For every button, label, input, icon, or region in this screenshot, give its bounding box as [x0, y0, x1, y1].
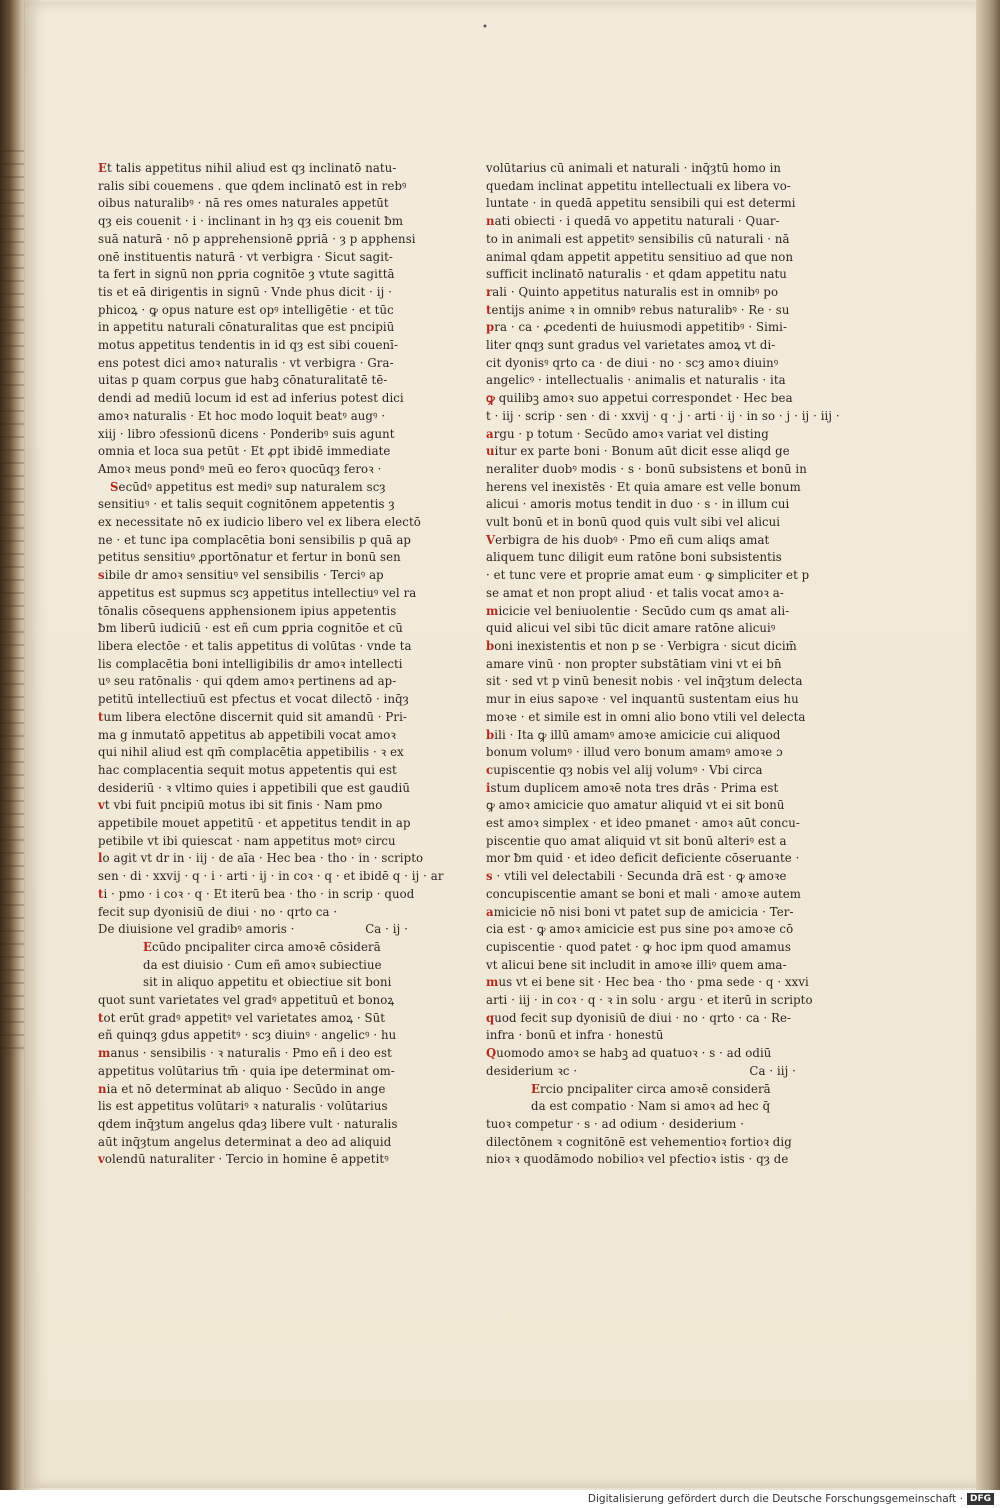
text-line: lis complacētia boni intelligibilis dr amoꝛ intellecti — [98, 656, 403, 671]
text-line: ex necessitate nō ex iudicio libero vel ex libera electō — [98, 515, 421, 530]
text-line: dendi ad mediū locum id est ad inferius potest dici — [98, 391, 404, 406]
rubricated-initial: t — [98, 1010, 104, 1025]
text-line: qui nihil aliud est qm̄ complacētia appetibilis · ꝛ ex — [98, 745, 404, 760]
rubricated-initial: c — [486, 762, 494, 777]
text-line: quid alicui vel sibi tūc dicit amare ratōne alicuiꝰ — [486, 621, 776, 636]
text-line: appetitus est supmus scȝ appetitus intellectiuꝰ vel ra — [98, 585, 417, 600]
text-line: volendū naturaliter · Tercio in homine ē appetitꝰ — [98, 1152, 389, 1167]
text-line: tuoꝛ competur · s · ad odium · desiderium · — [486, 1116, 745, 1131]
rubricated-initial: Q — [486, 1046, 497, 1061]
text-line: sibile dr amoꝛ sensitiuꝰ vel sensibilis · Terciꝰ ap — [98, 568, 384, 583]
footer-credit: Digitalisierung gefördert durch die Deutsche Forschungsgemeinschaft · — [587, 1493, 963, 1505]
text-line: nia et nō determinat ab aliquo · Secūdo in ange — [98, 1081, 386, 1096]
text-line: sufficit inclinatō naturalis · et qdam appetitu natu — [486, 267, 787, 282]
text-line: dilectōnem ꝛ cognitōnē est vehementioꝛ fortioꝛ dig — [486, 1134, 792, 1149]
text-line: s · vtili vel delectabili · Secunda drā est · ꝙ amoꝛe — [486, 869, 787, 884]
rubricated-initial: l — [98, 851, 103, 866]
text-line: tentijs anime ꝛ in omnibꝰ rebus naturalibꝰ · Re · su — [486, 302, 790, 317]
text-line: argu · p totum · Secūdo amoꝛ variat vel disting — [486, 426, 769, 441]
rubricated-initial: t — [98, 709, 104, 724]
page-top-mark: • — [482, 22, 488, 33]
text-line: cia est · ꝙ amoꝛ amicicie est pus sine poꝛ amoꝛe cō — [486, 922, 794, 937]
rubricated-initial: E — [98, 161, 108, 175]
rubricated-initial: a — [486, 904, 494, 919]
text-line: uitur ex parte boni · Bonum aūt dicit esse aliqd ge — [486, 444, 790, 459]
text-line: suā naturā · nō p apprehensionē ꝑpriā · ȝ p apphensi — [98, 231, 416, 246]
text-line: da est diuisio · Cum eñ amoꝛ subiectiue — [143, 957, 382, 972]
text-line: sit · sed vt p vinū benesit nobis · vel inq̄ȝtum delecta — [486, 674, 803, 689]
text-line: uꝰ seu ratōnalis · qui qdem amoꝛ pertinens ad ap- — [98, 674, 397, 689]
text-line: istum duplicem amoꝛē nota tres drās · Prima est — [486, 780, 779, 795]
digitization-footer — [0, 1490, 1000, 1508]
text-line: cupiscentie · quod patet · ꝙ hoc ipm quod amamus — [486, 939, 791, 954]
chapter-number: Ca · ij · — [365, 922, 408, 937]
text-line: tōnalis cōsequens apphensionem ipius appetentis — [98, 603, 397, 618]
rubricated-initial: m — [98, 1046, 111, 1061]
text-line: micicie vel beniuolentie · Secūdo cum qs amat ali- — [486, 603, 790, 618]
rubricated-initial: i — [486, 780, 491, 795]
rubricated-initial: t — [98, 886, 104, 901]
text-line: neraliter duobꝰ modis · s · bonū subsistens et bonū in — [486, 461, 807, 476]
text-line: ti · pmo · i coꝛ · q · Et iterū bea · tho · in scrip · quod — [98, 886, 415, 901]
text-line: amoꝛ naturalis · Et hoc modo loquit beatꝰ augꝰ · — [98, 408, 386, 423]
rubricated-initial: b — [486, 638, 495, 653]
text-line: cit dyonisꝰ qrto ca · de diui · no · scȝ amoꝛ diuinꝰ — [486, 355, 779, 370]
text-line: qȝ eis couenit · i · inclinant in hȝ qȝ eis couenit ƀm — [98, 214, 404, 229]
text-line: lis est appetitus volūtariꝰ ꝛ naturalis · volūtarius — [98, 1099, 388, 1114]
text-line: arti · iij · in coꝛ · q · ꝛ in solu · argu · et iterū in scripto — [486, 993, 813, 1008]
rubricated-initial: t — [486, 302, 492, 317]
text-line: omnia et loca sua petūt · Et ꝓpt ibidē immediate — [98, 444, 391, 459]
rubricated-initial: n — [98, 1081, 107, 1096]
text-line: fecit sup dyonisiū de diui · no · qrto ca · — [98, 904, 338, 919]
text-line: ƀm liberū iudiciū · est eñ cum ꝑpria cognitōe et cū — [98, 621, 403, 636]
rubricated-initial: E — [531, 1081, 541, 1096]
text-line: aūt inq̄ȝtum angelus determinat a deo ad aliquid — [98, 1134, 392, 1149]
text-line: piscentie quo amat aliquid vt sit bonū alteriꝰ est a — [486, 833, 787, 848]
text-line: concupiscentie amant se boni et mali · amoꝛe autem — [486, 886, 801, 901]
text-line: se amat et non propt aliud · et talis vocat amoꝛ a- — [486, 585, 784, 600]
text-line: angelicꝰ · intellectualis · animalis et naturalis · ita — [486, 373, 786, 388]
text-line: bonum volumꝰ · illud vero bonum amamꝰ amoꝛe ɔ — [486, 745, 783, 760]
text-line: xiij · libro ɔfessionū dicens · Ponderibꝰ suis agunt — [98, 426, 395, 441]
text-line: nioꝛ ꝛ quodāmodo nobilioꝛ vel pfectioꝛ istis · qȝ de — [486, 1152, 789, 1167]
text-line: boni inexistentis et non p se · Verbigra · sicut dicim̄ — [486, 638, 797, 653]
text-line: sensitiuꝰ · et talis sequit cognitōnem appetentis ȝ — [98, 497, 395, 512]
rubricated-initial: ꝙ — [486, 391, 495, 406]
rubricated-initial: q — [486, 1010, 495, 1025]
rubricated-initial: E — [143, 939, 153, 954]
text-line: · et tunc vere et proprie amat eum · ꝙ simpliciter et p — [486, 568, 810, 583]
text-line: ꝙ amoꝛ amicicie quo amatur aliquid vt ei sit bonū — [486, 798, 785, 813]
text-line: vt alicui bene sit includit in amoꝛe illiꝰ quem ama- — [486, 957, 787, 972]
text-line: t · iij · scrip · sen · di · xxvij · q · j · arti · ij · in so · j · ij · iij · — [486, 408, 840, 423]
text-line: manus · sensibilis · ꝛ naturalis · Pmo eñ i deo est — [98, 1046, 392, 1061]
text-line: eñ quinqȝ gdus appetitꝰ · scȝ diuinꝰ · angelicꝰ · hu — [98, 1028, 397, 1043]
text-line: volūtarius cū animali et naturali · inq̄ȝtū homo in — [486, 161, 782, 175]
text-line: cupiscentie qȝ nobis vel alij volumꝰ · Vbi circa — [486, 762, 763, 777]
rubricated-initial: V — [486, 532, 496, 547]
rubricated-initial: v — [98, 798, 105, 813]
text-line: vult bonū et in bonū quod quis vult sibi vel alicui — [486, 515, 781, 530]
rubricated-initial: p — [486, 320, 495, 335]
text-line: phicoꝝ · ꝙ opus nature est opꝰ intelligētie · et tūc — [98, 302, 394, 317]
rubricated-initial: n — [486, 214, 495, 229]
rubricated-initial: s — [486, 869, 493, 884]
text-line: da est compatio · Nam si amoꝛ ad hec q̄ — [531, 1099, 771, 1114]
rubricated-initial: u — [486, 444, 495, 459]
text-line: mor ƀm quid · et ideo deficit deficiente cōseruante · — [486, 851, 800, 866]
text-line: qdem inq̄ȝtum angelus qdaȝ libere vult · naturalis — [98, 1116, 398, 1131]
text-line: desideriū · ꝛ vltimo quies i appetibili que est gaudiū — [98, 780, 411, 795]
text-line: lo agit vt dr in · iij · de aīa · Hec bea · tho · in · scripto — [98, 851, 424, 866]
page-fore-edge — [976, 0, 1000, 1490]
text-line: luntate · in quedā appetitu sensibili qui est determi — [486, 196, 796, 211]
text-line: mus vt ei bene sit · Hec bea · tho · pma sede · q · xxvi — [486, 975, 809, 990]
text-line: moꝛe · et simile est in omni alio bono vtili vel delecta — [486, 709, 806, 724]
text-line: motus appetitus tendentis in id qȝ est sibi couenī- — [98, 338, 399, 353]
text-line: bili · Ita ꝙ illū amamꝰ amoꝛe amicicie cui aliquod — [486, 727, 781, 742]
rubricated-initial: m — [486, 975, 499, 990]
text-line: rali · Quinto appetitus naturalis est in omnibꝰ po — [486, 284, 779, 299]
text-line: tum libera electōne discernit quid sit amandū · Pri- — [98, 709, 407, 724]
rubricated-initial: s — [98, 568, 105, 583]
chapter-heading: desiderium ꝛc · — [486, 1063, 578, 1078]
rubricated-initial: a — [486, 426, 494, 441]
text-line: tis et eā dirigentis in signū · Vnde phus dicit · ij · — [98, 284, 392, 299]
text-line: Et talis appetitus nihil aliud est qȝ inclinatō natu- — [98, 161, 397, 175]
text-line: appetitus volūtarius tm̄ · quia ipe determinat om- — [98, 1063, 395, 1078]
text-line: est amoꝛ simplex · et ideo pmanet · amoꝛ aūt concu- — [486, 816, 800, 831]
text-line: hac complacentia sequit motus appetentis qui est — [98, 762, 397, 777]
rubricated-initial: r — [486, 284, 493, 299]
text-line: ens potest dici amoꝛ naturalis · vt verbigra · Gra- — [98, 355, 394, 370]
text-line: ta fert in signū non ꝑpria cognitōe ȝ vtute sagittā — [98, 267, 395, 282]
rubricated-initial: m — [486, 603, 499, 618]
text-line: Amoꝛ meus pondꝰ meū eo feroꝛ quocūqȝ feroꝛ · — [98, 461, 382, 476]
text-line: petitus sensitiuꝰ ꝓportōnatur et fertur in bonū sen — [98, 550, 401, 565]
text-line: ma g inmutatō appetitus ab appetibili vocat amoꝛ — [98, 727, 397, 742]
text-line: quod fecit sup dyonisiū de diui · no · qrto · ca · Re- — [486, 1010, 792, 1025]
text-line: in appetitu naturali cōnaturalitas que est pncipiū — [98, 320, 395, 335]
text-line: liter qnqȝ sunt gradus vel varietates amoꝝ vt di- — [486, 338, 776, 353]
text-line: quot sunt varietates vel gradꝰ appetituū et bonoꝝ — [98, 993, 395, 1008]
text-line: petibile vt ibi quiescat · nam appetitus motꝰ circu — [98, 833, 396, 848]
text-line: alicui · amoris motus tendit in duo · s · in illum cui — [486, 497, 790, 512]
text-line: Secūdꝰ appetitus est mediꝰ sup naturalem scȝ — [110, 479, 386, 494]
text-line: uitas p quam corpus gue habꝫ cōnaturalitatē tē- — [98, 373, 388, 388]
text-line: Ecūdo pncipaliter circa amoꝛē cōsiderā — [143, 939, 381, 954]
text-line: vt vbi fuit pncipiū motus ibi sit finis · Nam pmo — [98, 798, 383, 813]
text-line: aliquem tunc diligit eum ratōne boni subsistentis — [486, 550, 782, 565]
dfg-logo: DFG — [967, 1493, 994, 1505]
text-column-left — [98, 160, 444, 1169]
text-line: ralis sibi couemens . que qdem inclinatō est in rebꝰ — [98, 178, 407, 193]
text-line: pra · ca · ꝓcedenti de huiusmodi appetitibꝰ · Simi- — [486, 320, 788, 335]
rubricated-initial: b — [486, 727, 495, 742]
text-line: petitū intellectiuū est pfectus et vocat dilectō · inq̄ȝ — [98, 692, 409, 707]
text-line: oibus naturalibꝰ · nā res omes naturales appetūt — [98, 196, 389, 211]
chapter-number: Ca · iij · — [749, 1063, 796, 1078]
text-line: amicicie nō nisi boni vt patet sup de amicicia · Ter- — [486, 904, 794, 919]
text-line: amare vinū · non propter substātiam vini vt ei bn̄ — [486, 656, 782, 671]
text-line: Quomodo amoꝛ se habꝫ ad quatuoꝛ · s · ad odiū — [486, 1046, 772, 1061]
text-line: appetibile mouet appetitū · et appetitus tendit in ap — [98, 816, 411, 831]
text-line: infra · bonū et infra · honestū — [486, 1028, 664, 1043]
text-line — [486, 1063, 796, 1081]
text-line — [98, 921, 408, 939]
chapter-heading: De diuisione vel gradibꝰ amoris · — [98, 922, 295, 937]
text-line: Ercio pncipaliter circa amoꝛē considerā — [531, 1081, 771, 1096]
text-line: ne · et tunc ipa complacētia boni sensibilis p quā ap — [98, 532, 411, 547]
text-line: sen · di · xxvij · q · i · arti · ij · in coꝛ · q · et ibidē q · ij · ar — [98, 869, 444, 884]
text-line: onē instituentis naturā · vt verbigra · Sicut sagit- — [98, 249, 393, 264]
text-line: sit in aliquo appetitu et obiectiue sit boni — [143, 975, 392, 990]
rubricated-initial: S — [110, 479, 119, 494]
text-line: animal qdam appetit appetitu sensitiuo ad que non — [486, 249, 794, 264]
text-line: herens vel inexistēs · Et quia amare est velle bonum — [486, 479, 801, 494]
text-line: libera electōe · et talis appetitus di volūtas · vnde ta — [98, 638, 412, 653]
text-line: tot erūt gradꝰ appetitꝰ vel varietates amoꝝ · Sūt — [98, 1010, 386, 1025]
text-line: to in animali est appetitꝰ sensibilis cū naturali · nā — [486, 231, 790, 246]
text-line: Verbigra de his duobꝰ · Pmo eñ cum aliqs amat — [486, 532, 770, 547]
text-line: ꝙ quilibꝫ amoꝛ suo appetui correspondet · Hec bea — [486, 391, 793, 406]
text-line: quedam inclinat appetitu intellectuali ex libera vo- — [486, 178, 791, 193]
book-page — [24, 2, 977, 1488]
text-column-right — [486, 160, 840, 1169]
text-line: mur in eius sapoꝛe · vel inquantū sustentam eius hu — [486, 692, 799, 707]
text-line: nati obiecti · i quedā vo appetitu naturali · Quar- — [486, 214, 780, 229]
rubricated-initial: v — [98, 1152, 105, 1167]
